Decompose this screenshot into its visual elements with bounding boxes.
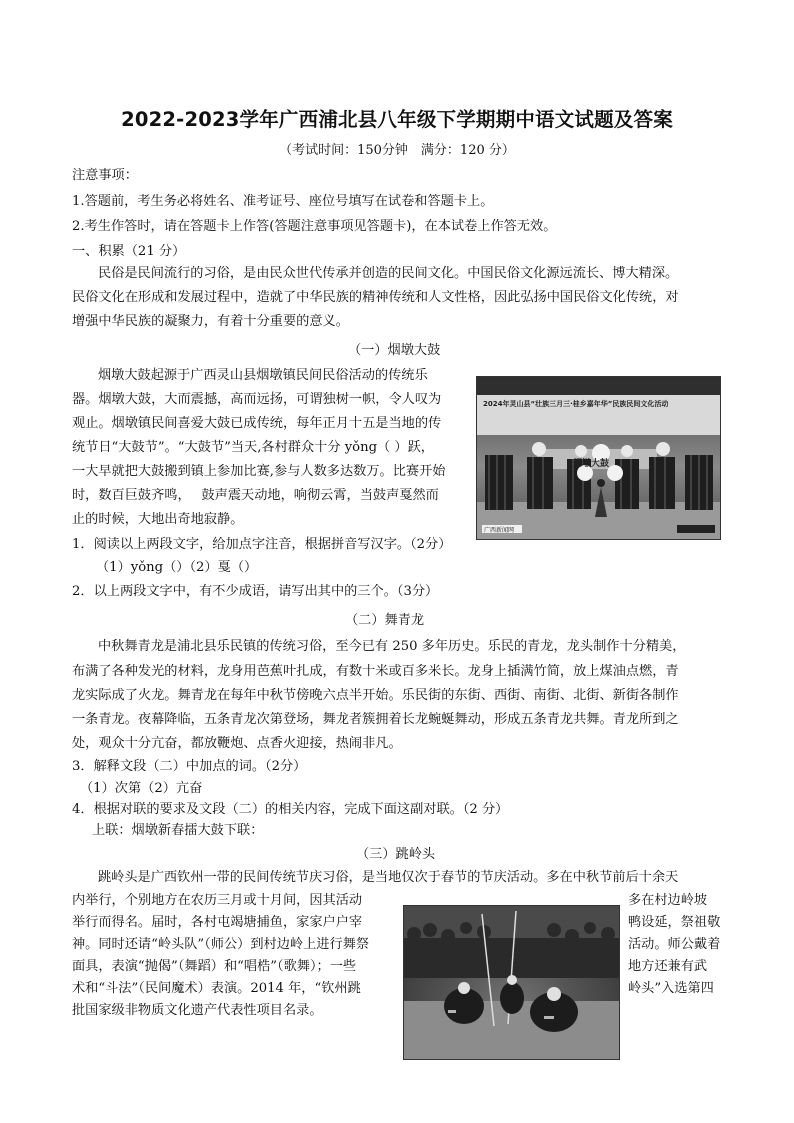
page-title: 2022-2023学年广西浦北县八年级下学期期中语文试题及答案 [121,108,673,131]
part1-line-3: 观止。烟墩镇民间喜爱大鼓已成传统，每年正月十五是当地的传 [72,416,442,431]
part2-line-4: 一条青龙。夜幕降临，五条青龙次第登场，舞龙者簇拥着长龙蜿蜒舞动，形成五条青龙共舞。青龙所到之 [72,712,679,727]
notes-heading: 注意事项： [72,168,138,183]
question-4: 4．根据对联的要求及文段（二）的相关内容，完成下面这副对联。（2 分） [72,802,509,817]
part3-right-5: 岭头”入选第四 [628,981,714,996]
part2-line-5: 处，观众十分亢奋，都放鞭炮、点香火迎接，热闹非凡。 [72,736,402,751]
part2-line-2: 布满了各种发光的材料，龙身用芭蕉叶扎成，有数十米或百多米长。龙身上插满竹简，放上煤油点燃，青 [72,664,679,679]
part1-line-7: 止的时候，大地出奇地寂静。 [72,512,244,527]
question-1-blanks: （1）yǒng（）（2）戛（） [96,560,258,575]
part3-right-4: 地方还兼有武 [628,959,708,974]
part3-line-1: 跳岭头是广西钦州一带的民间传统节庆习俗，是当地仅次于春节的节庆活动。多在中秋节前后十余天 [98,870,679,885]
intro-line-2: 民俗文化在形成和发展过程中，造就了中华民族的精神传统和人文性格，因此弘扬中国民俗文化传统，对 [72,290,679,305]
note-item-2: 2.考生作答时，请在答题卡上作答(答题注意事项见答题卡)，在本试卷上作答无效。 [72,219,557,234]
question-3: 3．解释文段（二）中加点的词。（2分） [72,759,307,774]
part3-left-5: 术和“斗法”（民间魔术）表演。2014 年，“钦州跳 [72,981,361,996]
exam-info: （考试时间：150分钟 满分：120 分） [279,143,515,158]
photo-banner-text: 2024年灵山县“壮族三月三·桂乡嘉年华”民族民间文化活动 [483,400,669,408]
part3-left-2: 举行而得名。届时，各村屯竭塘捕鱼，家家户户宰 [72,915,363,930]
part3-left-4: 面具，表演“抛偈”（舞蹈）和“唱梏”（歌舞）；一些 [72,959,357,974]
question-2: 2．以上两段文字中，有不少成语，请写出其中的三个。（3分） [72,584,439,599]
intro-line-3: 增强中华民族的凝聚力，有着十分重要的意义。 [72,314,349,329]
part3-right-1: 多在村边岭坡 [628,893,708,908]
part2-line-3: 龙实际成了火龙。舞青龙在每年中秋节傍晚六点半开始。乐民街的东街、西街、南街、北街、新街各制作 [72,688,679,703]
part3-left-3: 神。同时还请“岭头队”（师公）到村边岭上进行舞祭 [72,937,370,952]
photo-sign-text: 烟墩大鼓 [573,459,610,469]
part2-heading: （二）舞青龙 [345,613,425,628]
drum-festival-photo [476,376,721,540]
part1-line-4: 统节日“大鼓节”。“大鼓节”当天,各村群众十分 yǒng（ ）跃， [72,440,434,455]
part1-heading: （一）烟墩大鼓 [348,343,441,358]
part1-line-2: 器。烟墩大鼓，大而震撼，高而远扬，可谓独树一帜，令人叹为 [72,392,442,407]
part1-line-5: 一大早就把大鼓搬到镇上参加比赛,参与人数多达数万。比赛开始 [72,464,446,479]
couplet-line: 上联：烟墩新春擂大鼓下联： [92,823,264,838]
note-item-1: 1.答题前，考生务必将姓名、准考证号、座位号填写在试卷和答题卡上。 [72,194,494,209]
section-heading: 一、积累（21 分） [72,244,186,259]
part3-left-1: 内举行，个别地方在农历三月或十月间，因其活动 [72,893,363,908]
part2-line-1: 中秋舞青龙是浦北县乐民镇的传统习俗，至今已有 250 多年历史。乐民的青龙，龙头制作十分精美， [98,639,686,654]
mask-dance-photo [403,905,620,1060]
part1-line-6: 时，数百巨鼓齐鸣， 鼓声震天动地，响彻云霄，当鼓声戛然而 [72,488,439,503]
photo-credit: 广西新闻网 [484,527,515,534]
intro-line-1: 民俗是民间流行的习俗，是由民众世代传承并创造的民间文化。中国民俗文化源远流长、博大精深。 [98,266,679,281]
part1-line-1: 烟墩大鼓起源于广西灵山县烟墩镇民间民俗活动的传统乐 [98,368,428,383]
question-1: 1．阅读以上两段文字，给加点字注音，根据拼音写汉字。（2分） [72,537,452,552]
part3-right-3: 活动。师公戴着 [628,937,721,952]
part3-heading: （三）跳岭头 [356,847,436,862]
part3-right-2: 鸭设延，祭祖敬 [628,915,721,930]
question-3-terms: （1）次第（2）亢奋 [80,781,203,796]
part3-left-6: 批国家级非物质文化遗产代表性项目名录。 [72,1003,323,1018]
